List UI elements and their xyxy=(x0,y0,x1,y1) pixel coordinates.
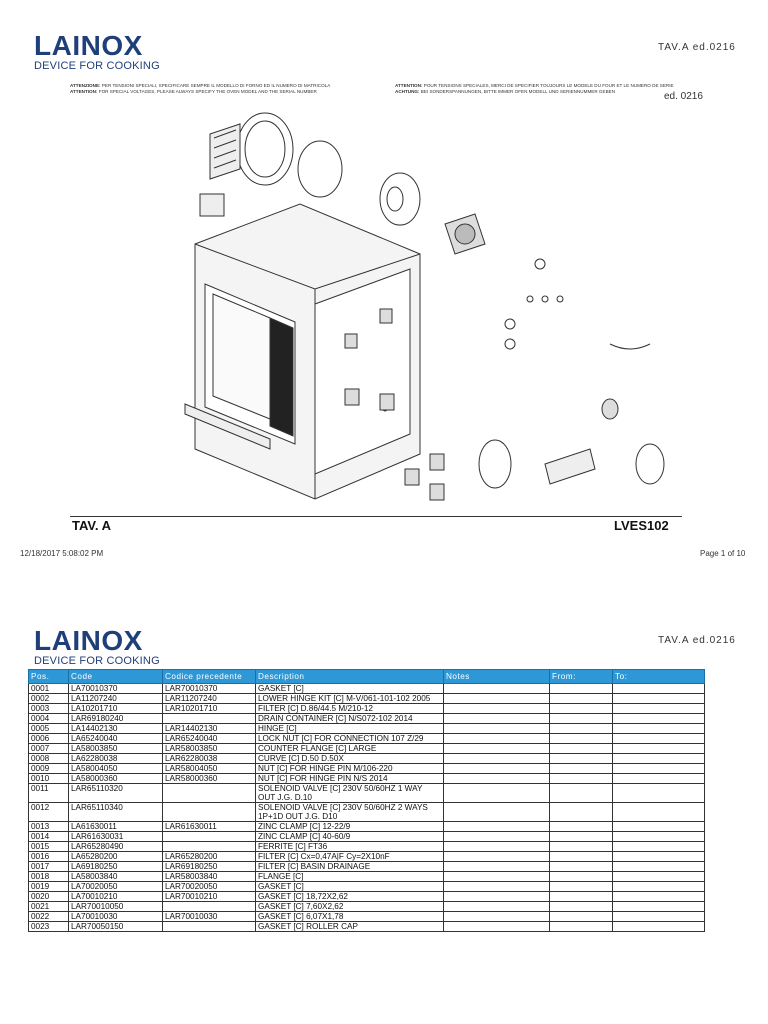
cell-pos: 0009 xyxy=(29,764,69,774)
cell-notes xyxy=(444,704,550,714)
cell-to xyxy=(613,803,705,822)
cell-notes xyxy=(444,754,550,764)
cell-pos: 0001 xyxy=(29,684,69,694)
note-text: FOR SPECIAL VOLTAGES, PLEASE ALWAYS SPECIFY THE OVEN MODEL AND THE SERIAL NUMBER xyxy=(98,89,317,94)
cell-code: LA65240040 xyxy=(69,734,163,744)
cell-description: ZINC CLAMP [C] 12-22/9 xyxy=(256,822,444,832)
table-row xyxy=(29,694,705,704)
cell-code: LA58003840 xyxy=(69,872,163,882)
cell-pos: 0022 xyxy=(29,912,69,922)
cell-old-code: LAR58003840 xyxy=(163,872,256,882)
table-row xyxy=(29,724,705,734)
cell-pos: 0008 xyxy=(29,754,69,764)
cell-old-code xyxy=(163,832,256,842)
cell-description: GASKET [C] 7,60X2,62 xyxy=(256,902,444,912)
cell-old-code xyxy=(163,902,256,912)
cell-code: LA65280200 xyxy=(69,852,163,862)
table-row xyxy=(29,684,705,694)
cell-code: LA62280038 xyxy=(69,754,163,764)
cell-pos: 0016 xyxy=(29,852,69,862)
cell-pos: 0004 xyxy=(29,714,69,724)
cell-from xyxy=(550,714,613,724)
cell-code: LA11207240 xyxy=(69,694,163,704)
cell-code: LAR65280490 xyxy=(69,842,163,852)
cell-to xyxy=(613,882,705,892)
table-row xyxy=(29,882,705,892)
cell-to xyxy=(613,734,705,744)
notes-left xyxy=(70,83,355,95)
cell-old-code: LAR61630011 xyxy=(163,822,256,832)
cell-notes xyxy=(444,832,550,842)
oven-cabinet xyxy=(195,204,420,499)
table-row xyxy=(29,754,705,764)
cell-pos: 0021 xyxy=(29,902,69,912)
cell-code: LA14402130 xyxy=(69,724,163,734)
cell-to xyxy=(613,912,705,922)
cell-to xyxy=(613,872,705,882)
cell-description: GASKET [C] ROLLER CAP xyxy=(256,922,444,932)
cell-from xyxy=(550,862,613,872)
cell-description: DRAIN CONTAINER [C] N/S072-102 2014 xyxy=(256,714,444,724)
table-row xyxy=(29,774,705,784)
notes-right xyxy=(395,83,680,95)
cell-description: GASKET [C] 6,07X1,78 xyxy=(256,912,444,922)
cell-pos: 0018 xyxy=(29,872,69,882)
plate-reference: TAV.A ed.0216 xyxy=(658,635,736,646)
table-row xyxy=(29,784,705,803)
cell-to xyxy=(613,744,705,754)
cell-description: LOWER HINGE KIT [C] M-V/061-101-102 2005 xyxy=(256,694,444,704)
cell-notes xyxy=(444,872,550,882)
motor xyxy=(445,214,485,254)
cell-pos: 0007 xyxy=(29,744,69,754)
table-row xyxy=(29,734,705,744)
cell-description: HINGE [C] xyxy=(256,724,444,734)
cell-to xyxy=(613,832,705,842)
cell-description: NUT [C] FOR HINGE PIN M/106-220 xyxy=(256,764,444,774)
cell-notes xyxy=(444,852,550,862)
plate-title: TAV. A xyxy=(72,518,112,533)
cell-to xyxy=(613,704,705,714)
page-number: Page 1 of 10 xyxy=(700,549,746,558)
cell-code: LA61630011 xyxy=(69,822,163,832)
cell-from xyxy=(550,892,613,902)
note-text: BEI SONDERSPANNUNGEN, BITTE IMMER OFEN MODELL UND SERIENNUMMER GEBEN xyxy=(420,89,616,94)
cell-notes xyxy=(444,902,550,912)
table-row xyxy=(29,872,705,882)
lainox-logo xyxy=(34,627,160,667)
cell-notes xyxy=(444,842,550,852)
plate-reference: TAV.A ed.0216 xyxy=(658,42,736,53)
cell-pos: 0020 xyxy=(29,892,69,902)
logo-wordmark: LAINOX xyxy=(34,30,143,61)
cell-old-code: LAR58003850 xyxy=(163,744,256,754)
model-name: LVES102 xyxy=(614,518,669,533)
cell-old-code: LAR69180250 xyxy=(163,862,256,872)
note-label: ACHTUNG: xyxy=(395,89,420,94)
col-header-notes: Notes xyxy=(444,670,550,684)
cell-from xyxy=(550,724,613,734)
cell-old-code: LAR10201710 xyxy=(163,704,256,714)
cell-notes xyxy=(444,822,550,832)
cell-description: SOLENOID VALVE [C] 230V 50/60HZ 1 WAY OUT J.G. D.10 xyxy=(256,784,444,803)
cell-description: GASKET [C] xyxy=(256,684,444,694)
cell-old-code: LAR65280200 xyxy=(163,852,256,862)
cell-notes xyxy=(444,803,550,822)
cell-notes xyxy=(444,684,550,694)
cell-notes xyxy=(444,784,550,803)
cell-to xyxy=(613,764,705,774)
cell-old-code xyxy=(163,784,256,803)
cell-to xyxy=(613,724,705,734)
logo-wordmark: LAINOX xyxy=(34,625,143,656)
note-text: PER TENSIONI SPECIALI, SPECIFICARE SEMPRE IL MODELLO DI FORNO ED IL NUMERO DI MATRICOLA xyxy=(101,83,331,88)
cell-notes xyxy=(444,714,550,724)
cell-code: LA69180250 xyxy=(69,862,163,872)
table-row xyxy=(29,803,705,822)
cell-notes xyxy=(444,764,550,774)
cell-old-code: LAR70020050 xyxy=(163,882,256,892)
cell-description: SOLENOID VALVE [C] 230V 50/60HZ 2 WAYS 1P+1D OUT J.G. D10 xyxy=(256,803,444,822)
cell-pos: 0005 xyxy=(29,724,69,734)
cell-notes xyxy=(444,734,550,744)
table-row xyxy=(29,704,705,714)
cell-to xyxy=(613,862,705,872)
cell-from xyxy=(550,694,613,704)
cell-from xyxy=(550,774,613,784)
cell-pos: 0023 xyxy=(29,922,69,932)
cell-description: FLANGE [C] xyxy=(256,872,444,882)
cell-code: LAR70010050 xyxy=(69,902,163,912)
cell-notes xyxy=(444,774,550,784)
cell-from xyxy=(550,764,613,774)
cell-code: LA70010370 xyxy=(69,684,163,694)
cell-to xyxy=(613,892,705,902)
cell-to xyxy=(613,774,705,784)
cell-code: LA58004050 xyxy=(69,764,163,774)
cell-from xyxy=(550,734,613,744)
cell-code: LAR65110340 xyxy=(69,803,163,822)
cell-notes xyxy=(444,694,550,704)
cell-from xyxy=(550,754,613,764)
cell-pos: 0014 xyxy=(29,832,69,842)
cell-to xyxy=(613,694,705,704)
cell-old-code: LAR11207240 xyxy=(163,694,256,704)
cell-old-code xyxy=(163,714,256,724)
cell-pos: 0006 xyxy=(29,734,69,744)
col-header-pos: Pos. xyxy=(29,670,69,684)
cell-old-code: LAR70010370 xyxy=(163,684,256,694)
cell-description: NUT [C] FOR HINGE PIN N/S 2014 xyxy=(256,774,444,784)
cell-from xyxy=(550,803,613,822)
cell-description: GASKET [C] 18,72X2,62 xyxy=(256,892,444,902)
cell-code: LA70010210 xyxy=(69,892,163,902)
col-header-to: To: xyxy=(613,670,705,684)
table-row xyxy=(29,922,705,932)
col-header-from: From: xyxy=(550,670,613,684)
cell-description: FERRITE [C] FT36 xyxy=(256,842,444,852)
table-row xyxy=(29,744,705,754)
cell-pos: 0015 xyxy=(29,842,69,852)
cell-pos: 0013 xyxy=(29,822,69,832)
cell-notes xyxy=(444,862,550,872)
cell-from xyxy=(550,852,613,862)
cell-pos: 0002 xyxy=(29,694,69,704)
lainox-logo xyxy=(34,32,160,72)
table-row xyxy=(29,842,705,852)
cell-description: COUNTER FLANGE [C] LARGE xyxy=(256,744,444,754)
cell-to xyxy=(613,714,705,724)
cell-code: LA70020050 xyxy=(69,882,163,892)
cell-old-code xyxy=(163,842,256,852)
cell-to xyxy=(613,754,705,764)
cell-description: FILTER [C] BASIN DRAINAGE xyxy=(256,862,444,872)
print-timestamp: 12/18/2017 5:08:02 PM xyxy=(20,549,104,558)
note-label: ATTENTION: xyxy=(70,89,98,94)
exploded-view-diagram xyxy=(90,104,690,514)
cell-from xyxy=(550,684,613,694)
col-header-code: Code xyxy=(69,670,163,684)
parts-table xyxy=(28,669,705,932)
cell-code: LA10201710 xyxy=(69,704,163,714)
cell-from xyxy=(550,832,613,842)
col-header-description: Description xyxy=(256,670,444,684)
table-row xyxy=(29,822,705,832)
cell-pos: 0012 xyxy=(29,803,69,822)
cell-code: LA58003850 xyxy=(69,744,163,754)
cell-to xyxy=(613,684,705,694)
cell-code: LA58000360 xyxy=(69,774,163,784)
table-row xyxy=(29,862,705,872)
cell-from xyxy=(550,784,613,803)
cell-to xyxy=(613,842,705,852)
cell-code: LAR65110320 xyxy=(69,784,163,803)
fan-housing xyxy=(210,113,293,185)
cell-old-code: LAR14402130 xyxy=(163,724,256,734)
cell-from xyxy=(550,704,613,714)
cell-old-code: LAR70010210 xyxy=(163,892,256,902)
parts-table-body xyxy=(29,684,705,932)
cell-description: LOCK NUT [C] FOR CONNECTION 107 Z/29 xyxy=(256,734,444,744)
cell-description: ZINC CLAMP [C] 40-60/9 xyxy=(256,832,444,842)
cell-pos: 0003 xyxy=(29,704,69,714)
cell-description: GASKET [C] xyxy=(256,882,444,892)
note-text: POUR TENSIONS SPECIALES, MERCI DE SPECIFIER TOUJOURS LE MODELE DU FOUR ET LE NUMERO DE SERIE xyxy=(423,83,674,88)
table-row xyxy=(29,912,705,922)
cell-from xyxy=(550,922,613,932)
voltage-notes xyxy=(70,83,680,95)
cell-pos: 0011 xyxy=(29,784,69,803)
cell-pos: 0017 xyxy=(29,862,69,872)
table-row xyxy=(29,902,705,912)
cell-description: CURVE [C] D.50 D.50X xyxy=(256,754,444,764)
cell-old-code xyxy=(163,922,256,932)
cell-old-code: LAR62280038 xyxy=(163,754,256,764)
table-header-row xyxy=(29,670,705,684)
table-row xyxy=(29,714,705,724)
cell-description: FILTER [C] D.86/44.5 M/210-12 xyxy=(256,704,444,714)
cell-description: FILTER [C] Cx=0,47A|F Cy=2X10nF xyxy=(256,852,444,862)
cell-notes xyxy=(444,882,550,892)
note-label: ATTENTION: xyxy=(395,83,423,88)
cell-pos: 0010 xyxy=(29,774,69,784)
col-header-old-code: Codice precedente xyxy=(163,670,256,684)
cell-old-code xyxy=(163,803,256,822)
cell-notes xyxy=(444,912,550,922)
cell-to xyxy=(613,922,705,932)
cell-from xyxy=(550,872,613,882)
edition-label: ed. 0216 xyxy=(664,91,703,102)
cell-from xyxy=(550,842,613,852)
table-row xyxy=(29,832,705,842)
cell-notes xyxy=(444,744,550,754)
table-row xyxy=(29,892,705,902)
table-row xyxy=(29,764,705,774)
cell-to xyxy=(613,784,705,803)
cell-to xyxy=(613,822,705,832)
cell-from xyxy=(550,822,613,832)
cell-old-code: LAR58000360 xyxy=(163,774,256,784)
table-row xyxy=(29,852,705,862)
cell-old-code: LAR65240040 xyxy=(163,734,256,744)
cell-notes xyxy=(444,922,550,932)
logo-tagline: DEVICE FOR COOKING xyxy=(34,60,160,72)
cell-to xyxy=(613,852,705,862)
diagram-divider xyxy=(70,516,682,517)
cell-to xyxy=(613,902,705,912)
cell-code: LA70010030 xyxy=(69,912,163,922)
cell-old-code: LAR58004050 xyxy=(163,764,256,774)
cell-from xyxy=(550,902,613,912)
cell-code: LAR61630031 xyxy=(69,832,163,842)
cell-pos: 0019 xyxy=(29,882,69,892)
cell-from xyxy=(550,912,613,922)
cell-old-code: LAR70010030 xyxy=(163,912,256,922)
cell-from xyxy=(550,744,613,754)
cell-code: LAR69180240 xyxy=(69,714,163,724)
cell-code: LAR70050150 xyxy=(69,922,163,932)
note-label: ATTENZIONE: xyxy=(70,83,101,88)
logo-tagline: DEVICE FOR COOKING xyxy=(34,655,160,667)
cell-notes xyxy=(444,892,550,902)
cell-notes xyxy=(444,724,550,734)
cell-from xyxy=(550,882,613,892)
